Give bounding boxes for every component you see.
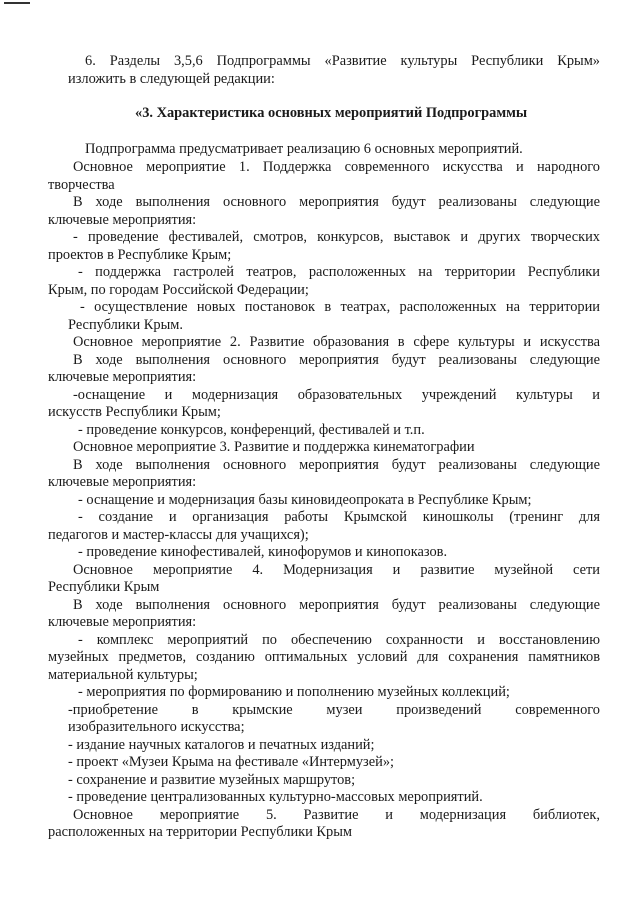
list-item: - оснащение и модернизация базы киновидеопроката в Республике Крым; — [78, 492, 532, 508]
text-line: ключевые мероприятия: — [48, 212, 197, 228]
text-line: Основное мероприятие 1. Поддержка современного искусства и народного — [73, 159, 600, 175]
list-item: - проведение кинофестивалей, кинофорумов и кинопоказов. — [78, 544, 448, 560]
list-item: - осуществление новых постановок в театрах, расположенных на территории — [80, 299, 600, 315]
list-item: - мероприятия по формированию и пополнению музейных коллекций; — [78, 684, 510, 700]
text-line: изобразительного искусства; — [68, 719, 245, 735]
text-line: Основное мероприятие 2. Развитие образования в сфере культуры и искусства — [73, 334, 600, 350]
text-line: материальной культуры; — [48, 667, 198, 683]
text-line: творчества — [48, 177, 115, 193]
list-item: - проект «Музеи Крыма на фестивале «Интермузей»; — [68, 754, 395, 770]
text-line: Основное мероприятие 4. Модернизация и развитие музейной сети — [73, 562, 600, 578]
text-line: Подпрограмма предусматривает реализацию 6 основных мероприятий. — [85, 141, 523, 157]
list-item: - сохранение и развитие музейных маршрутов; — [68, 772, 356, 788]
text-line: ключевые мероприятия: — [48, 614, 197, 630]
text-line: Республики Крым. — [68, 317, 183, 333]
text-line: Крым, по городам Российской Федерации; — [48, 282, 309, 298]
text-line: проектов в Республике Крым; — [48, 247, 232, 263]
text-line: ключевые мероприятия: — [48, 474, 197, 490]
list-item: - создание и организация работы Крымской киношколы (тренинг для — [78, 509, 600, 525]
list-item: - комплекс мероприятий по обеспечению сохранности и восстановлению — [78, 632, 600, 648]
text-line: В ходе выполнения основного мероприятия будут реализованы следующие — [73, 352, 600, 368]
list-item: - поддержка гастролей театров, расположенных на территории Республики — [78, 264, 600, 280]
text-line: искусств Республики Крым; — [48, 404, 221, 420]
text-line: расположенных на территории Республики Крым — [48, 824, 353, 840]
list-item: - издание научных каталогов и печатных изданий; — [68, 737, 375, 753]
text-line: Основное мероприятие 3. Развитие и поддержка кинематографии — [73, 439, 475, 455]
list-item: -приобретение в крымские музеи произведений современного — [68, 702, 600, 718]
text-line: В ходе выполнения основного мероприятия будут реализованы следующие — [73, 194, 600, 210]
list-item: - проведение централизованных культурно-массовых мероприятий. — [68, 789, 483, 805]
list-item: - проведение конкурсов, конференций, фестивалей и т.п. — [78, 422, 425, 438]
scan-edge-mark — [4, 2, 30, 4]
text-line: 6. Разделы 3,5,6 Подпрограммы «Развитие культуры Республики Крым» — [85, 53, 600, 69]
text-line: ключевые мероприятия: — [48, 369, 197, 385]
text-line: педагогов и мастер-классы для учащихся); — [48, 527, 309, 543]
text-line: В ходе выполнения основного мероприятия будут реализованы следующие — [73, 597, 600, 613]
text-line: изложить в следующей редакции: — [68, 71, 275, 87]
list-item: - проведение фестивалей, смотров, конкурсов, выставок и других творческих — [73, 229, 600, 245]
section-heading: «3. Характеристика основных мероприятий Подпрограммы — [135, 105, 528, 121]
list-item: -оснащение и модернизация образовательных учреждений культуры и — [73, 387, 600, 403]
text-line: В ходе выполнения основного мероприятия будут реализованы следующие — [73, 457, 600, 473]
text-line: Республики Крым — [48, 579, 160, 595]
text-line: музейных предметов, созданию оптимальных условий для сохранения памятников — [48, 649, 600, 665]
text-line: Основное мероприятие 5. Развитие и модернизация библиотек, — [73, 807, 600, 823]
